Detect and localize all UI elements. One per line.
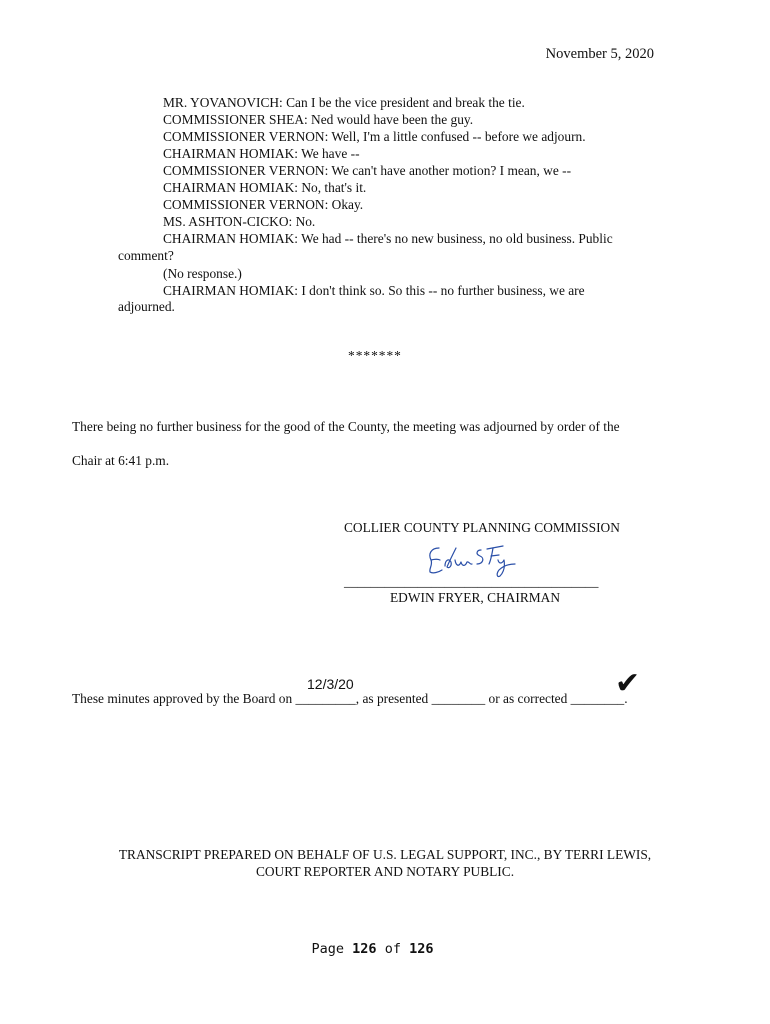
transcript-line: CHAIRMAN HOMIAK: No, that's it. [163, 180, 367, 195]
page-label: Page [311, 941, 345, 957]
transcript-line: MR. YOVANOVICH: Can I be the vice president and break the tie. [163, 95, 525, 110]
transcript-line: COMMISSIONER SHEA: Ned would have been the guy. [163, 112, 474, 127]
page-number [0, 941, 745, 957]
chairman-name: EDWIN FRYER, CHAIRMAN [390, 590, 560, 605]
transcript-line: COMMISSIONER VERNON: Okay. [163, 197, 364, 212]
section-separator: ******* [348, 348, 402, 363]
transcript-line: CHAIRMAN HOMIAK: I don't think so. So this -- no further business, we are [163, 283, 585, 298]
transcript-credit [0, 846, 770, 880]
transcript-line: COMMISSIONER VERNON: We can't have another motion? I mean, we -- [163, 163, 572, 178]
closing-statement-line2: Chair at 6:41 p.m. [72, 453, 170, 468]
transcript-line: CHAIRMAN HOMIAK: We have -- [163, 146, 360, 161]
transcript-credit-line2: COURT REPORTER AND NOTARY PUBLIC. [255, 864, 515, 879]
transcript-line-wrap: adjourned. [118, 299, 175, 314]
transcript-credit-line1: TRANSCRIPT PREPARED ON BEHALF OF U.S. LEGAL SUPPORT, INC., BY TERRI LEWIS, [118, 847, 652, 862]
transcript-line: COMMISSIONER VERNON: Well, I'm a little confused -- before we adjourn. [163, 129, 586, 144]
of-label: of [384, 941, 401, 957]
approval-statement: These minutes approved by the Board on _________, as presented ________ or as corrected ________. [72, 691, 628, 706]
transcript-line: (No response.) [163, 266, 242, 281]
page-date: November 5, 2020 [545, 46, 654, 62]
handwritten-approval-date: 12/3/20 [307, 676, 354, 692]
total-pages: 126 [409, 941, 434, 957]
check-mark-icon: ✔ [615, 666, 641, 701]
transcript-line-wrap: comment? [118, 248, 174, 263]
transcript-line: CHAIRMAN HOMIAK: We had -- there's no new business, no old business. Public [163, 231, 613, 246]
closing-statement: There being no further business for the good of the County, the meeting was adjourned by order of the [72, 419, 620, 434]
signature-line: ______________________________________ [344, 574, 599, 589]
transcript-line: MS. ASHTON-CICKO: No. [163, 214, 316, 229]
commission-name: COLLIER COUNTY PLANNING COMMISSION [344, 520, 620, 535]
current-page: 126 [352, 941, 377, 957]
